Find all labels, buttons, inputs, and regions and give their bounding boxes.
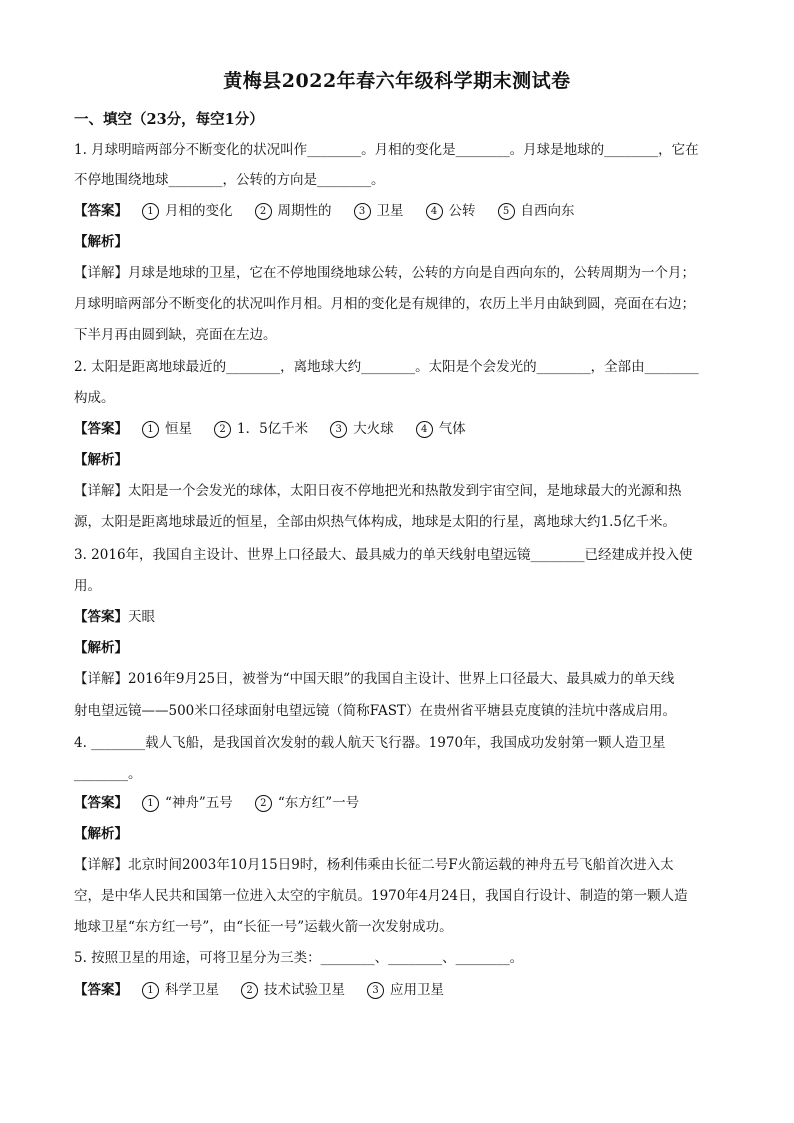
answer-line: [74, 793, 734, 813]
circled-number: 4: [426, 203, 443, 220]
answer-item: [255, 203, 332, 219]
answer-text: 卫星: [376, 203, 404, 219]
answer-text: 月相的变化: [165, 203, 233, 219]
answer-item: [498, 203, 575, 219]
circled-number: 3: [354, 203, 371, 220]
answer-text: 恒星: [165, 421, 192, 437]
answer-text: 气体: [438, 421, 466, 437]
text-line: 构成。: [74, 390, 115, 406]
tag-label: 【解析】: [74, 826, 128, 842]
text-line: 源，太阳是距离地球最近的恒星，全部由炽热气体构成，地球是太阳的行星，离地球大约1.5亿千米。: [74, 514, 676, 530]
answer-label: 【答案】: [74, 609, 128, 625]
answer-text: “东方红”一号: [277, 795, 360, 811]
text-line: 空，是中华人民共和国第一位进入太空的宇航员。1970年4月24日，我国自行设计、制造的第一颗人造: [74, 888, 688, 904]
answer-item: [214, 421, 308, 437]
answer-label: 【答案】: [74, 982, 128, 998]
answer-item: [354, 203, 404, 219]
circled-number: 2: [255, 203, 272, 220]
text-line: 用。: [74, 578, 101, 594]
text-line: 地球卫星“东方红一号”，由“长征一号”运载火箭一次发射成功。: [74, 919, 453, 935]
tag-label: 【解析】: [74, 452, 128, 468]
answer-text: 周期性的: [277, 203, 332, 219]
text-line: 2. 太阳是距离地球最近的________，离地球大约________。太阳是个会发光的________，全部由________: [74, 359, 699, 375]
analysis-tag: [74, 638, 734, 658]
tag-label: 【解析】: [74, 640, 128, 656]
answer-text: 1．5亿千米: [237, 421, 309, 437]
tag-label: 【解析】: [74, 234, 128, 250]
answer-item: [367, 982, 444, 998]
answer-text: 自西向东: [520, 203, 575, 219]
answer-text: 科学卫星: [165, 982, 219, 998]
answer-line: [74, 201, 734, 221]
answer-line: [74, 419, 734, 439]
answer-item: [330, 421, 394, 437]
circled-number: 1: [142, 421, 159, 438]
analysis-tag: [74, 824, 734, 844]
text-line: 下半月再由圆到缺，亮面在左边。: [74, 327, 277, 343]
analysis-tag: [74, 450, 734, 470]
text-line: 5. 按照卫星的用途，可将卫星分为三类：________、________、________。: [74, 950, 524, 966]
circled-number: 2: [241, 982, 258, 999]
answer-item: [142, 795, 233, 811]
text-line: 【详解】北京时间2003年10月15日9时，杨利伟乘由长征二号F火箭运载的神舟五号飞船首次进入太: [74, 857, 674, 873]
text-line: 不停地围绕地球________，公转的方向是________。: [74, 172, 385, 188]
section-heading: 一、填空（23分，每空1分）: [74, 111, 264, 128]
answer-item: [142, 421, 192, 437]
answer-text: 公转: [448, 203, 476, 219]
text-line: 【详解】月球是地球的卫星，它在不停地围绕地球公转，公转的方向是自西向东的，公转周期为一个月；: [74, 265, 695, 281]
answer-line: [74, 607, 734, 627]
text-line: 4. ________载人飞船，是我国首次发射的载人航天飞行器。1970年，我国成功发射第一颗人造卫星: [74, 735, 666, 751]
answer-text: “神舟”五号: [165, 795, 233, 811]
analysis-tag: [74, 232, 734, 252]
text-line: 【详解】2016年9月25日，被誉为“中国天眼”的我国自主设计、世界上口径最大、最具威力的单天线: [74, 671, 675, 687]
page-title: 黄梅县2022年春六年级科学期末测试卷: [223, 70, 571, 92]
answer-label: 【答案】: [74, 795, 128, 811]
circled-number: 3: [367, 982, 384, 999]
circled-number: 3: [330, 421, 347, 438]
answer-text: 技术试验卫星: [264, 982, 345, 998]
answer-line: [74, 980, 734, 1000]
circled-number: 1: [142, 982, 159, 999]
text-line: ________。: [74, 766, 142, 782]
text-line: 月球明暗两部分不断变化的状况叫作月相。月相的变化是有规律的，农历上半月由缺到圆，亮面在右边；: [74, 296, 695, 312]
circled-number: 4: [416, 421, 433, 438]
text-line: 【详解】太阳是一个会发光的球体，太阳日夜不停地把光和热散发到宇宙空间，是地球最大的光源和热: [74, 483, 682, 499]
text-line: 1. 月球明暗两部分不断变化的状况叫作________。月相的变化是________。月球是地球的________，它在: [74, 142, 699, 158]
answer-label: 【答案】: [74, 203, 128, 219]
circled-number: 1: [142, 203, 159, 220]
answer-item: [416, 421, 466, 437]
answer-text: 大火球: [353, 421, 394, 437]
text-line: 射电望远镜——500米口径球面射电望远镜（简称FAST）在贵州省平塘县克度镇的洼坑中落成启用。: [74, 703, 676, 719]
answer-item: [142, 203, 233, 219]
text-line: 3. 2016年，我国自主设计、世界上口径最大、最具威力的单天线射电望远镜________已经建成并投入使: [74, 547, 693, 563]
answer-item: [426, 203, 476, 219]
answer-item: [241, 982, 345, 998]
answer-text: 应用卫星: [390, 982, 444, 998]
answer-text: 天眼: [128, 609, 155, 625]
circled-number: 5: [498, 203, 515, 220]
circled-number: 2: [255, 795, 272, 812]
answer-item: [255, 795, 359, 811]
answer-item: [142, 982, 219, 998]
answer-label: 【答案】: [74, 421, 128, 437]
circled-number: 2: [214, 421, 231, 438]
circled-number: 1: [142, 795, 159, 812]
